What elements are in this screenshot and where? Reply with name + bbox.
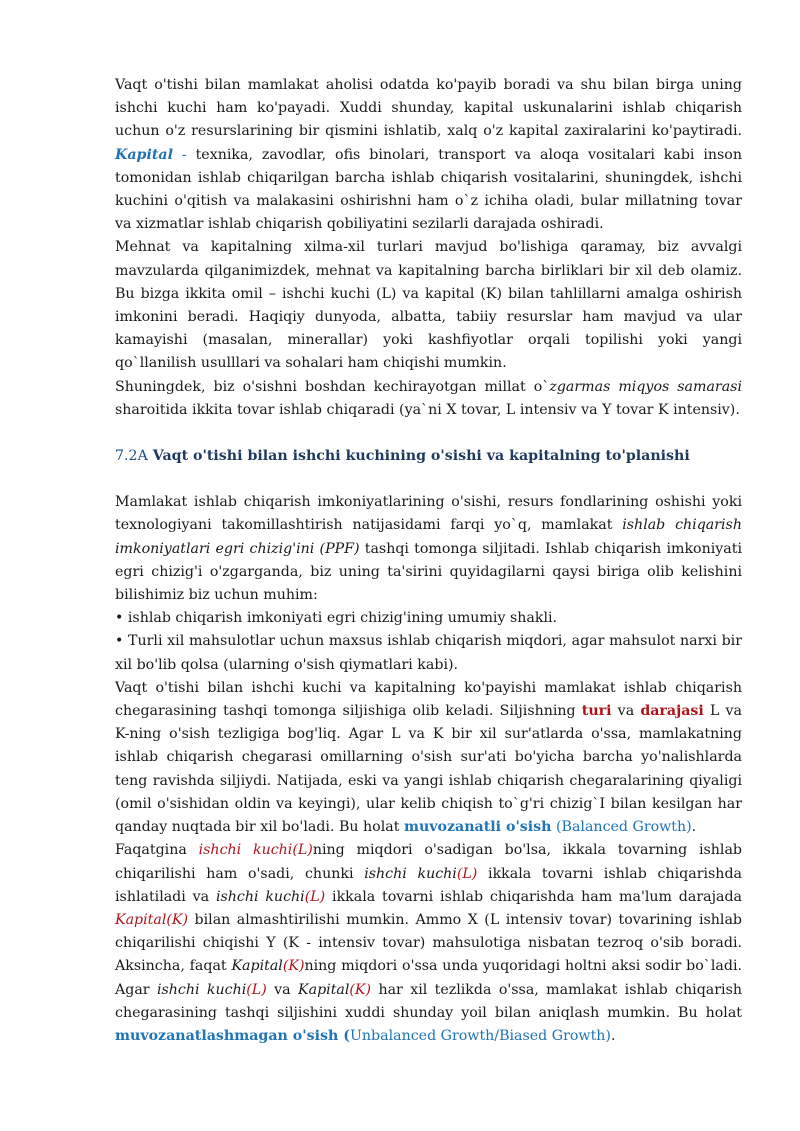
text-span: bilan almashtirilishi mumkin. Ammo X (L intensiv tovar) tovarining ishlab chiqarilishi chiqishi Y (K - intensiv tovar) mahsulotiga nisbatan tezroq o'sib boradi. Aksincha, faqat: [115, 911, 742, 975]
bullet-item: • ishlab chiqarish imkoniyati egri chizig'ining umumiy shakli.: [115, 610, 558, 627]
term-balanced-growth: muvozanatli o'sish: [403, 819, 552, 836]
text-span: Shuningdek, biz o'sishni boshdan kechirayotgan millat o`: [115, 378, 550, 395]
term-capital-symbol: (K): [349, 981, 372, 998]
section-number: 7.2A: [115, 448, 148, 465]
text-span: Vaqt o'tishi bilan ishchi kuchi va kapitalning ko'payishi mamlakat ishlab chiqarish chegarasining tashqi tomonga siljishiga olib keladi. Siljishning: [115, 679, 742, 720]
term-ppf: ishlab chiqarish imkoniyatlari egri chizig'ini (PPF): [115, 517, 742, 557]
term-capital: Kapital: [231, 958, 283, 975]
term-labor-symbol: (L): [304, 888, 326, 905]
term-labor: ishchi kuchi: [156, 981, 247, 998]
text-span: Mamlakat ishlab chiqarish imkoniyatlarining o'sishi, resurs fondlarining oshishi yoki texnologiyani takomillashtirish natijasidami farqi yo`q, mamlakat: [115, 494, 742, 534]
text-span: .: [691, 819, 697, 836]
text-span: ning miqdori o'sadigan bo'lsa, ikkala tovarning ishlab chiqarilishi ham o'sadi, chunki: [115, 842, 742, 882]
text-span: Vaqt o'tishi bilan mamlakat aholisi odatda ko'payib boradi va shu bilan birga uning ishchi kuchi ham ko'payadi. Xuddi shunday, kapital uskunalarini ishlab chiqarish uchun o'z resurslarining bir qismini ishlatib, xalq o'z kapital zaxiralarini ko'paytiradi.: [115, 77, 742, 140]
text-span: ning miqdori o'ssa unda yuqoridagi holtni aksi sodir bo`ladi. Agar: [115, 958, 742, 998]
term-labor: ishchi kuchi: [364, 865, 457, 882]
term-unbalanced-growth-en: Unbalanced Growth/Biased Growth): [349, 1027, 611, 1044]
text-span: Faqatgina: [115, 842, 199, 859]
term-darajasi: darajasi: [640, 703, 704, 720]
paragraph-unbalanced-growth: [115, 839, 742, 1048]
section-heading: [115, 445, 742, 468]
section-title: Vaqt o'tishi bilan ishchi kuchining o'sishi va kapitalning to'planishi: [147, 448, 690, 465]
paragraph-balanced-growth: [115, 677, 742, 839]
term-balanced-growth-en: (Balanced Growth): [551, 819, 692, 836]
text-span: har xil tezlikda o'ssa, mamlakat ishlab chiqarish chegarasining tashqi siljishini xuddi shunday yoil bilan aniqlash mumkin. Bu holat: [115, 981, 742, 1021]
term-capital: Kapital(K): [115, 911, 189, 928]
paragraph-constant-returns: [115, 376, 742, 422]
text-span: L va K-ning o'sish tezligiga bog'liq. Agar L va K bir xil sur'atlarda o'ssa, mamlakatning ishlab chiqarish chegarasi omillarning o'sish sur'ati bo'yicha barcha yo'nalishlarda teng ravishda siljiydi. Natijada, eski va yangi ishlab chiqarish chegaralarining qiyaligi (omil o'sishidan oldin va keyingi), ular kelib chiqish to`g'ri chizig`I bilan kesilgan har qanday nuqtada bir xil bo'ladi. Bu holat: [115, 703, 742, 836]
text-span: va: [611, 703, 641, 720]
term-turi: turi: [581, 703, 612, 720]
term-kapital: Kapital: [115, 146, 173, 163]
text-span: ikkala tovarni ishlab chiqarishda ham ma'lum darajada: [325, 888, 742, 905]
term-labor-symbol: (L): [456, 865, 478, 882]
text-span: texnika, zavodlar, ofis binolari, transport va aloqa vositalari kabi inson tomonidan ishlab chiqarilgan barcha ishlab chiqarish vositalarini, shuningdek, ishchi kuchini o'qitish va malakasini oshirishni ham o`z ichiha oladi, bular millatning tovar va xizmatlar ishlab chiqarish qobiliyatini sezilarli darajada oshiradi.: [115, 146, 742, 233]
text-span: tashqi tomonga siljitadi. Ishlab chiqarish imkoniyati egri chizig'i o'zgarganda, biz uning ta'sirini quyidagilarni qaysi biriga olib kelishini bilishimiz biz uchun muhim:: [115, 540, 742, 604]
dash: -: [172, 146, 187, 163]
text-span: sharoitida ikkita tovar ishlab chiqaradi (ya`ni X tovar, L intensiv va Y tovar K intensiv).: [115, 401, 740, 418]
paragraph-ppf-shift: [115, 491, 742, 607]
term-constant-returns: zgarmas miqyos samarasi: [549, 378, 742, 395]
term-capital: Kapital: [298, 981, 350, 998]
term-capital-symbol: (K): [282, 958, 305, 975]
bullet-item: • Turli xil mahsulotlar uchun maxsus ishlab chiqarish miqdori, agar mahsulot narxi bir xil bo'lib qolsa (ularning o'sish qiymatlari kabi).: [115, 633, 742, 673]
term-labor: ishchi kuchi: [215, 888, 305, 905]
term-labor-symbol: (L): [246, 981, 267, 998]
text-span: .: [610, 1027, 616, 1044]
term-unbalanced-growth: muvozanatlashmagan o'sish (: [115, 1027, 350, 1044]
paragraph-capital-accumulation: [115, 74, 742, 236]
text-span: ikkala tovarni ishlab chiqarishda ishlatiladi va: [115, 865, 742, 905]
paragraph-labor-capital-units: Mehnat va kapitalning xilma-xil turlari mavjud bo'lishiga qaramay, biz avvalgi mavzularda qilganimizdek, mehnat va kapitalning barcha birliklari bir xil deb olamiz. Bu bizga ikkita omil – ishchi kuchi (L) va kapital (K) bilan tahlillarni amalga oshirish imkonini beradi. Haqiqiy dunyoda, albatta, tabiiy resurslar ham mavjud va ular kamayishi (masalan, minerallar) yoki kashfiyotlar orqali topilishi yoki yangi qo`llanilish usulllari va sohalari ham chiqishi mumkin.: [115, 239, 742, 372]
text-span: va: [266, 981, 299, 998]
term-labor: ishchi kuchi(L): [198, 842, 313, 859]
